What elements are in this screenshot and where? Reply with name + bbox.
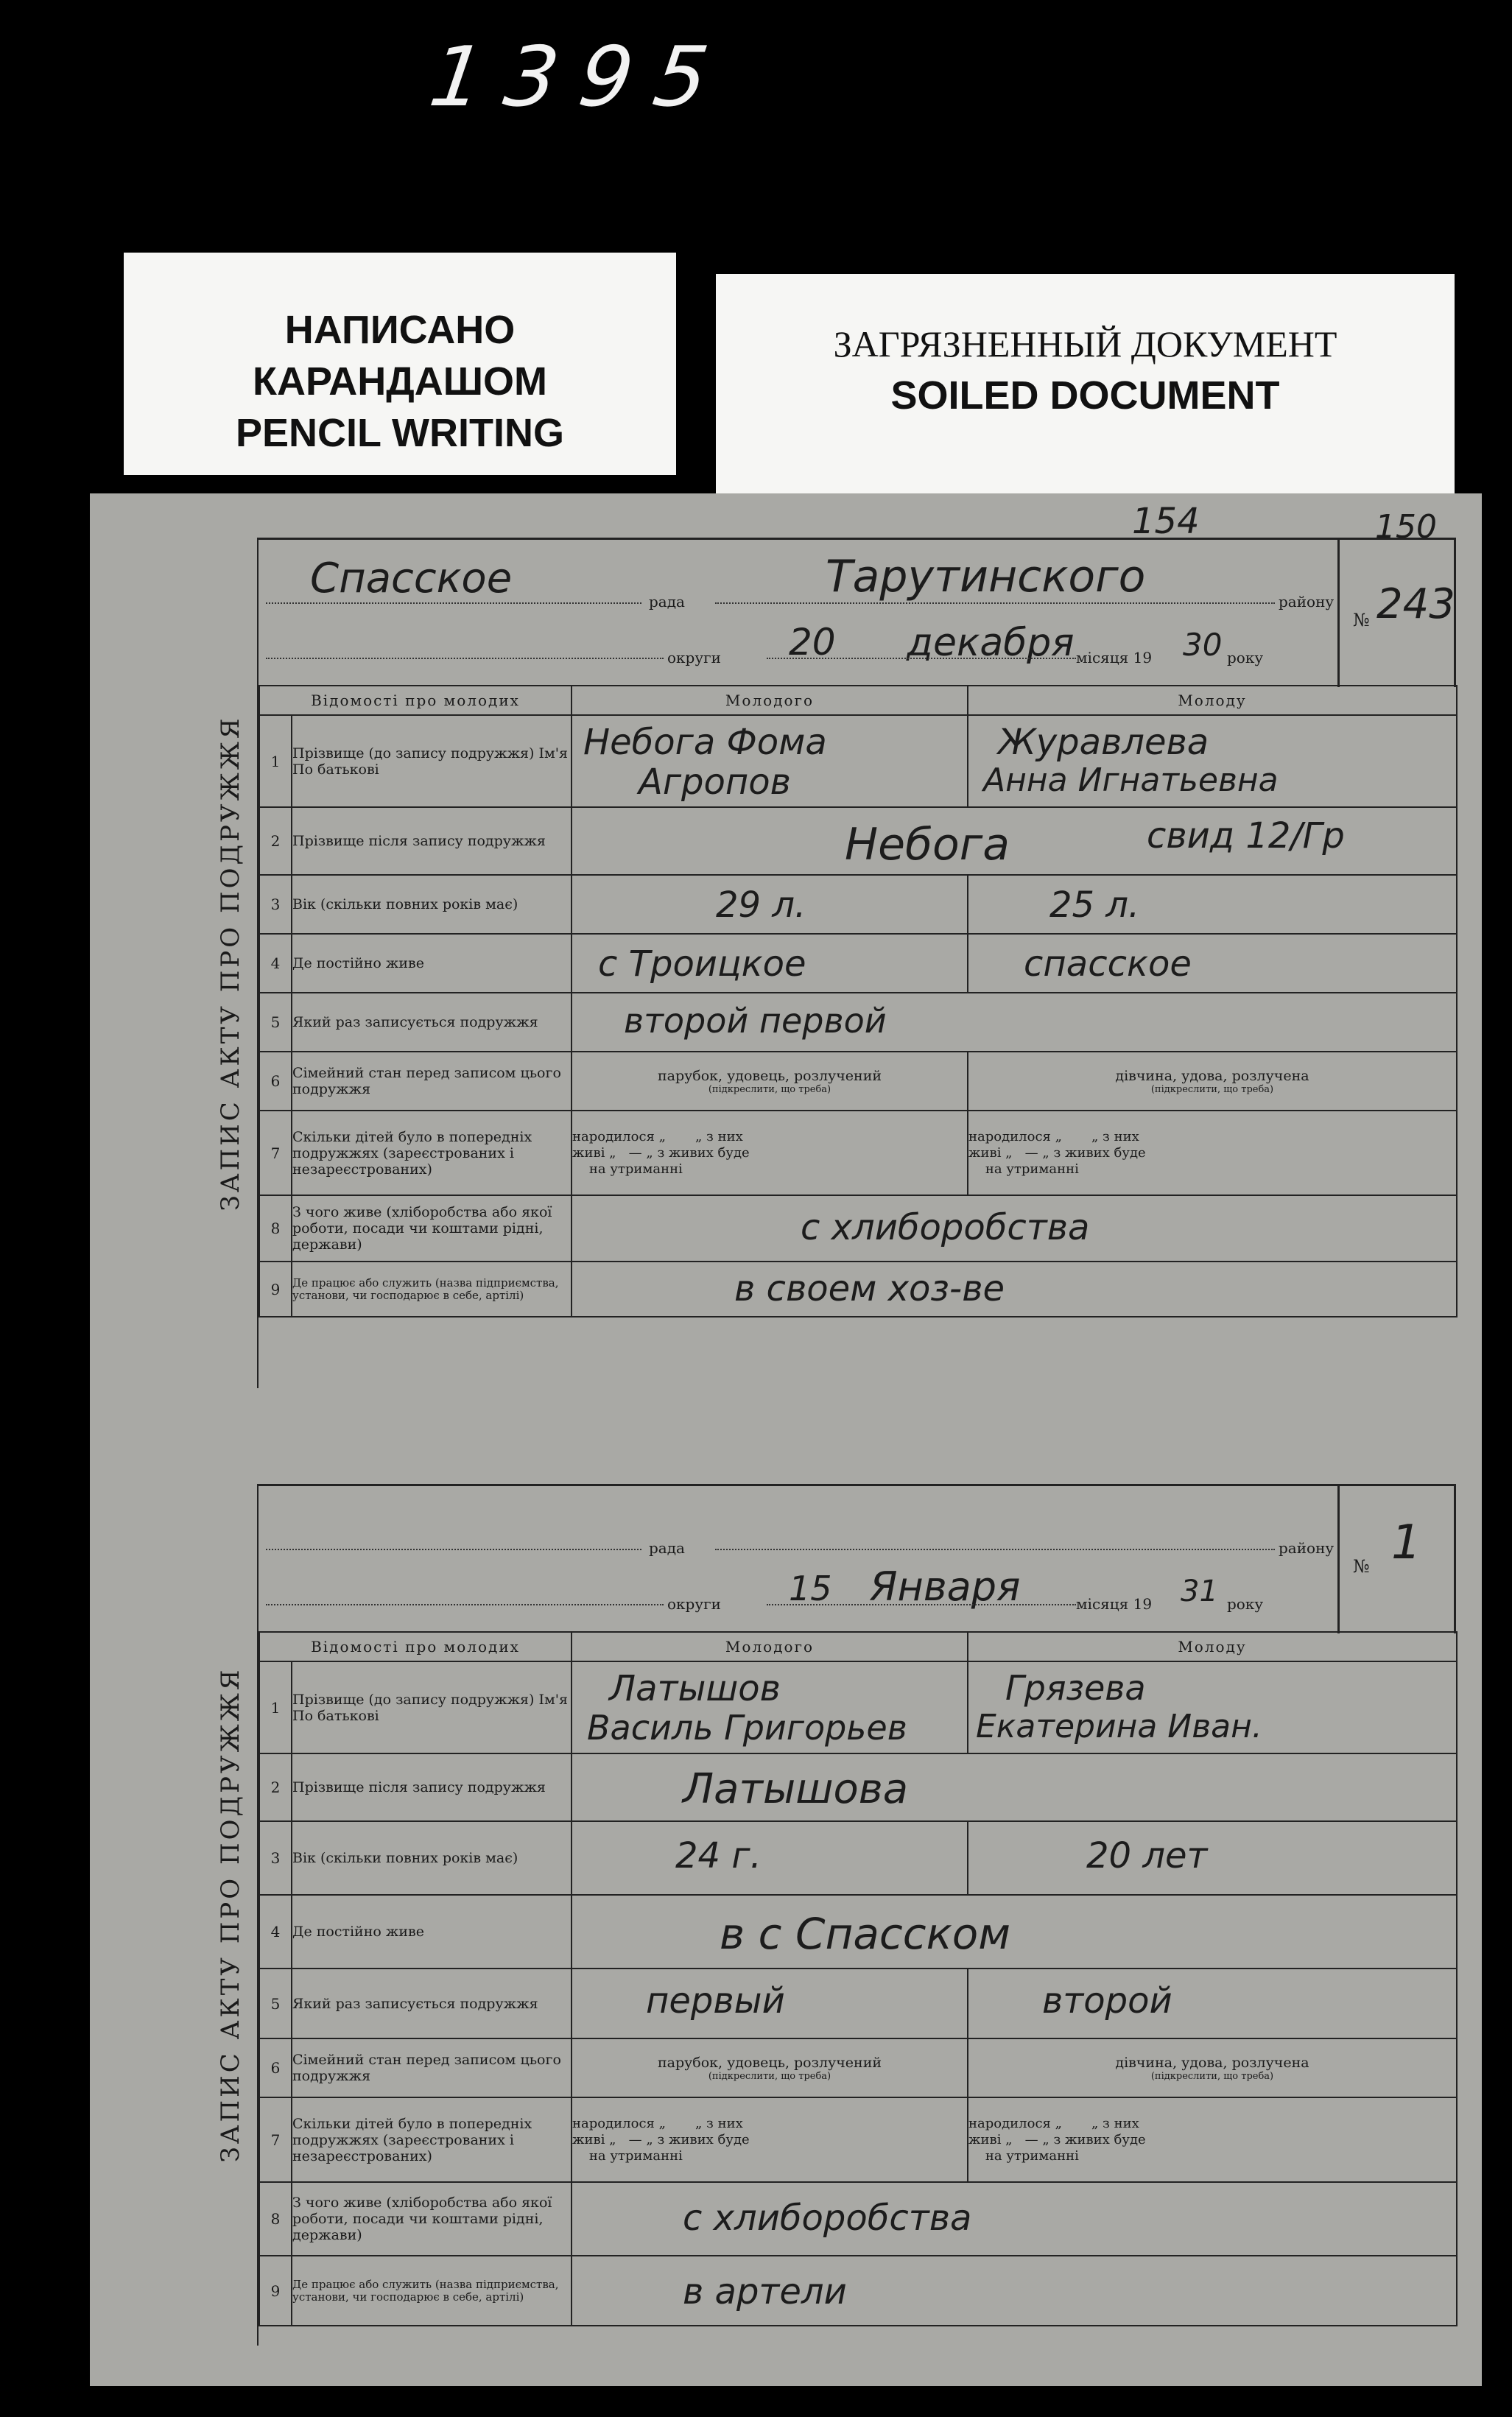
col-header-info: Відомості про молодих [259, 686, 572, 715]
bride-patronymic: Анна Игнатьевна [983, 761, 1279, 799]
children-born-label: народилося „ [968, 2115, 1062, 2131]
question-label: Прізвище після запису подружжя [292, 1753, 572, 1821]
okrug-label: округи [667, 1595, 721, 1613]
groom-patronymic: Агропов [639, 761, 791, 803]
groom-status-options: парубок, удовець, розлучений [657, 1067, 882, 1084]
day-value: 20 [789, 621, 836, 664]
table-row: 9 Де працює або служить (назва підприємства, установи, чи господарює в себе, артілі) в артели [259, 2256, 1457, 2326]
year-value: 30 [1183, 627, 1223, 663]
groom-age: 29 л. [716, 884, 806, 926]
underline-note: (підкреслити, що треба) [1150, 2070, 1274, 2082]
record-table [259, 1631, 1458, 2326]
groom-times: первый [646, 1980, 785, 2022]
bride-status-options: дівчина, удова, розлучена [1115, 1067, 1309, 1084]
question-label: Прізвище після запису подружжя [292, 807, 572, 875]
children-dependent-label: на утриманні [588, 2147, 683, 2164]
table-row: 5 Який раз записується подружжя второй первой [259, 993, 1457, 1052]
underline-note: (підкреслити, що треба) [708, 2070, 831, 2082]
livelihood: с хлиборобства [801, 1207, 1090, 1248]
children-of-them-label: „ з них [1091, 1128, 1139, 1144]
children-alive-label: живі „ [968, 1144, 1013, 1161]
col-header-groom: Молодого [572, 686, 968, 715]
question-label: Вік (скільки повних років має) [292, 875, 572, 934]
col-header-info: Відомості про молодих [259, 1632, 572, 1661]
children-dependent-label: на утриманні [985, 1161, 1079, 1177]
day-value: 15 [789, 1569, 832, 1608]
groom-residence: с Троицкое [598, 943, 806, 985]
groom-patronymic: Василь Григорьев [587, 1708, 907, 1748]
groom-name: Латышов [609, 1668, 781, 1709]
month-label: місяця 19 [1076, 1595, 1153, 1613]
soiled-document-card [716, 274, 1455, 510]
table-row: 3 Вік (скільки повних років має) 29 л. 25 л. [259, 875, 1457, 934]
table-row: 7 Скільки дітей було в попередніх подружжях (зареєстрованих і незареєстрованих) народилося „ „ з них живі „ — „ з живих буде на утриманні народилося „ „ з них живі „ — „ з живих буде на утриманні [259, 2097, 1457, 2182]
table-row: 6 Сімейний стан перед записом цього подружжя парубок, удовець, розлучений (підкреслити, що треба) дівчина, удова, розлучена (підкреслити, що треба) [259, 2038, 1457, 2097]
year-label: року [1227, 649, 1264, 666]
bride-name: Грязева [1005, 1668, 1146, 1708]
children-dependent-label: на утриманні [588, 1161, 683, 1177]
table-row: 6 Сімейний стан перед записом цього подружжя парубок, удовець, розлучений (підкреслити, що треба) дівчина, удова, розлучена (підкреслити, що треба) [259, 1052, 1457, 1111]
pencil-writing-card [124, 253, 676, 475]
bride-age: 20 лет [1086, 1835, 1208, 1876]
marriage-record-2 [204, 1484, 1456, 2346]
col-header-groom: Молодого [572, 1632, 968, 1661]
question-label: Прізвище (до запису подружжя) Ім'я По батькові [292, 715, 572, 807]
children-born-label: народилося „ [572, 2115, 666, 2131]
table-row: 1 Прізвище (до запису подружжя) Ім'я По батькові Небога Фома Агропов Журавлева Анна Игнатьевна [259, 715, 1457, 807]
table-row: 3 Вік (скільки повних років має) 24 г. 20 лет [259, 1821, 1457, 1895]
bride-name: Журавлева [998, 722, 1209, 763]
livelihood: с хлиборобства [683, 2198, 972, 2239]
table-row: 8 З чого живе (хліборобства або якої роботи, посади чи коштами рідні, держави) с хлиборобства [259, 1195, 1457, 1262]
sheet-number: 154 [1132, 501, 1200, 542]
rayon-value: Тарутинского [826, 551, 1146, 602]
question-label: Скільки дітей було в попередніх подружжях (зареєстрованих і незареєстрованих) [292, 2097, 572, 2182]
record-table [259, 685, 1458, 1317]
bride-residence: спасское [1024, 943, 1192, 985]
question-label: Скільки дітей було в попередніх подружжях (зареєстрованих і незареєстрованих) [292, 1111, 572, 1195]
record-number: 1 [1391, 1516, 1421, 1570]
groom-age: 24 г. [675, 1835, 762, 1876]
record-number-box [1337, 540, 1454, 687]
record-number-box [1337, 1486, 1454, 1633]
rada-label: рада [649, 593, 685, 611]
document-sheet [90, 493, 1482, 2386]
table-row: 9 Де працює або служить (назва підприємства, установи, чи господарює в себе, артілі) в своем хоз-ве [259, 1262, 1457, 1317]
bride-age: 25 л. [1049, 884, 1140, 926]
record-header [259, 1484, 1456, 1633]
workplace: в своем хоз-ве [734, 1268, 1005, 1309]
marriage-times: второй первой [624, 1001, 887, 1041]
table-row: 8 З чого живе (хліборобства або якої роботи, посади чи коштами рідні, держави) с хлиборобства [259, 2182, 1457, 2256]
groom-name: Небога Фома [583, 722, 827, 763]
corner-number: 150 [1375, 508, 1437, 546]
surname-after: Латышова [683, 1765, 909, 1813]
underline-note: (підкреслити, що треба) [708, 1083, 831, 1095]
table-row: 4 Де постійно живе в с Спасском [259, 1895, 1457, 1969]
year-label: року [1227, 1595, 1264, 1613]
archive-number: 1395 [423, 29, 736, 125]
col-header-bride: Молоду [968, 1632, 1457, 1661]
question-label: Де працює або служить (назва підприємства, установи, чи господарює в себе, артілі) [292, 2256, 572, 2326]
children-born-label: народилося „ [968, 1128, 1062, 1144]
month-value: Января [870, 1563, 1021, 1610]
rada-value: Спасское [310, 555, 513, 602]
question-label: Де постійно живе [292, 934, 572, 993]
residence: в с Спасском [720, 1909, 1010, 1959]
question-label: Який раз записується подружжя [292, 1969, 572, 2038]
children-of-them-label: „ з них [695, 1128, 743, 1144]
question-label: Сімейний стан перед записом цього подружжя [292, 1052, 572, 1111]
table-row: 5 Який раз записується подружжя первый второй [259, 1969, 1457, 2038]
underline-note: (підкреслити, що треба) [1150, 1083, 1274, 1095]
col-header-bride: Молоду [968, 686, 1457, 715]
question-label: З чого живе (хліборобства або якої роботи, посади чи коштами рідні, держави) [292, 2182, 572, 2256]
children-of-them-label: „ з них [1091, 2115, 1139, 2131]
table-row: 2 Прізвище після запису подружжя Небога свид 12/Гр [259, 807, 1457, 875]
card-line: КАРАНДАШОМ [253, 359, 547, 404]
workplace: в артели [683, 2271, 847, 2312]
groom-status-options: парубок, удовець, розлучений [657, 2054, 882, 2071]
card-line: PENCIL WRITING [235, 411, 564, 455]
year-value: 31 [1181, 1575, 1218, 1608]
table-row: 2 Прізвище після запису подружжя Латышова [259, 1753, 1457, 1821]
table-row: 1 Прізвище (до запису подружжя) Ім'я По батькові Латышов Василь Григорьев Грязева Екатерина Иван. [259, 1661, 1457, 1753]
rayon-label: району [1279, 1539, 1335, 1557]
annotation: свид 12/Гр [1147, 815, 1345, 856]
children-living-label: „ з живих буде [646, 1144, 750, 1161]
question-label: Де працює або служить (назва підприємства, установи, чи господарює в себе, артілі) [292, 1262, 572, 1317]
record-header [259, 538, 1456, 687]
children-dependent-label: на утриманні [985, 2147, 1079, 2164]
card-line: НАПИСАНО [284, 308, 516, 352]
card-line: SOILED DOCUMENT [890, 373, 1280, 418]
question-label: Який раз записується подружжя [292, 993, 572, 1052]
children-alive-label: живі „ [572, 2131, 616, 2147]
vertical-title: ЗАПИС АКТУ ПРО ПОДРУЖЖЯ [204, 538, 259, 1388]
children-alive-label: живі „ [968, 2131, 1013, 2147]
rada-label: рада [649, 1539, 685, 1557]
surname-after: Небога [845, 819, 1010, 870]
month-label: місяця 19 [1076, 649, 1153, 666]
children-living-label: „ з живих буде [646, 2131, 750, 2147]
card-line: ЗАГРЯЗНЕННЫЙ ДОКУМЕНТ [833, 323, 1337, 365]
month-value: декабря [907, 621, 1075, 665]
question-label: З чого живе (хліборобства або якої роботи, посади чи коштами рідні, держави) [292, 1195, 572, 1262]
marriage-record-1 [204, 538, 1456, 1388]
children-living-label: „ з живих буде [1042, 2131, 1146, 2147]
children-born-label: народилося „ [572, 1128, 666, 1144]
children-alive-label: живі „ [572, 1144, 616, 1161]
number-label: № [1353, 610, 1370, 630]
table-row: 7 Скільки дітей було в попередніх подружжях (зареєстрованих і незареєстрованих) народилося „ „ з них живі „ — „ з живих буде на утриманні народилося „ „ з них живі „ — „ з живих буде на утриманні [259, 1111, 1457, 1195]
record-number: 243 [1376, 580, 1455, 628]
bride-times: второй [1042, 1980, 1172, 2022]
number-label: № [1353, 1556, 1370, 1577]
children-of-them-label: „ з них [695, 2115, 743, 2131]
question-label: Сімейний стан перед записом цього подружжя [292, 2038, 572, 2097]
question-label: Де постійно живе [292, 1895, 572, 1969]
question-label: Прізвище (до запису подружжя) Ім'я По батькові [292, 1661, 572, 1753]
table-row: 4 Де постійно живе с Троицкое спасское [259, 934, 1457, 993]
rayon-label: району [1279, 593, 1335, 611]
okrug-label: округи [667, 649, 721, 666]
children-living-label: „ з живих буде [1042, 1144, 1146, 1161]
bride-status-options: дівчина, удова, розлучена [1115, 2054, 1309, 2071]
bride-patronymic: Екатерина Иван. [976, 1708, 1262, 1745]
vertical-title: ЗАПИС АКТУ ПРО ПОДРУЖЖЯ [204, 1484, 259, 2346]
question-label: Вік (скільки повних років має) [292, 1821, 572, 1895]
